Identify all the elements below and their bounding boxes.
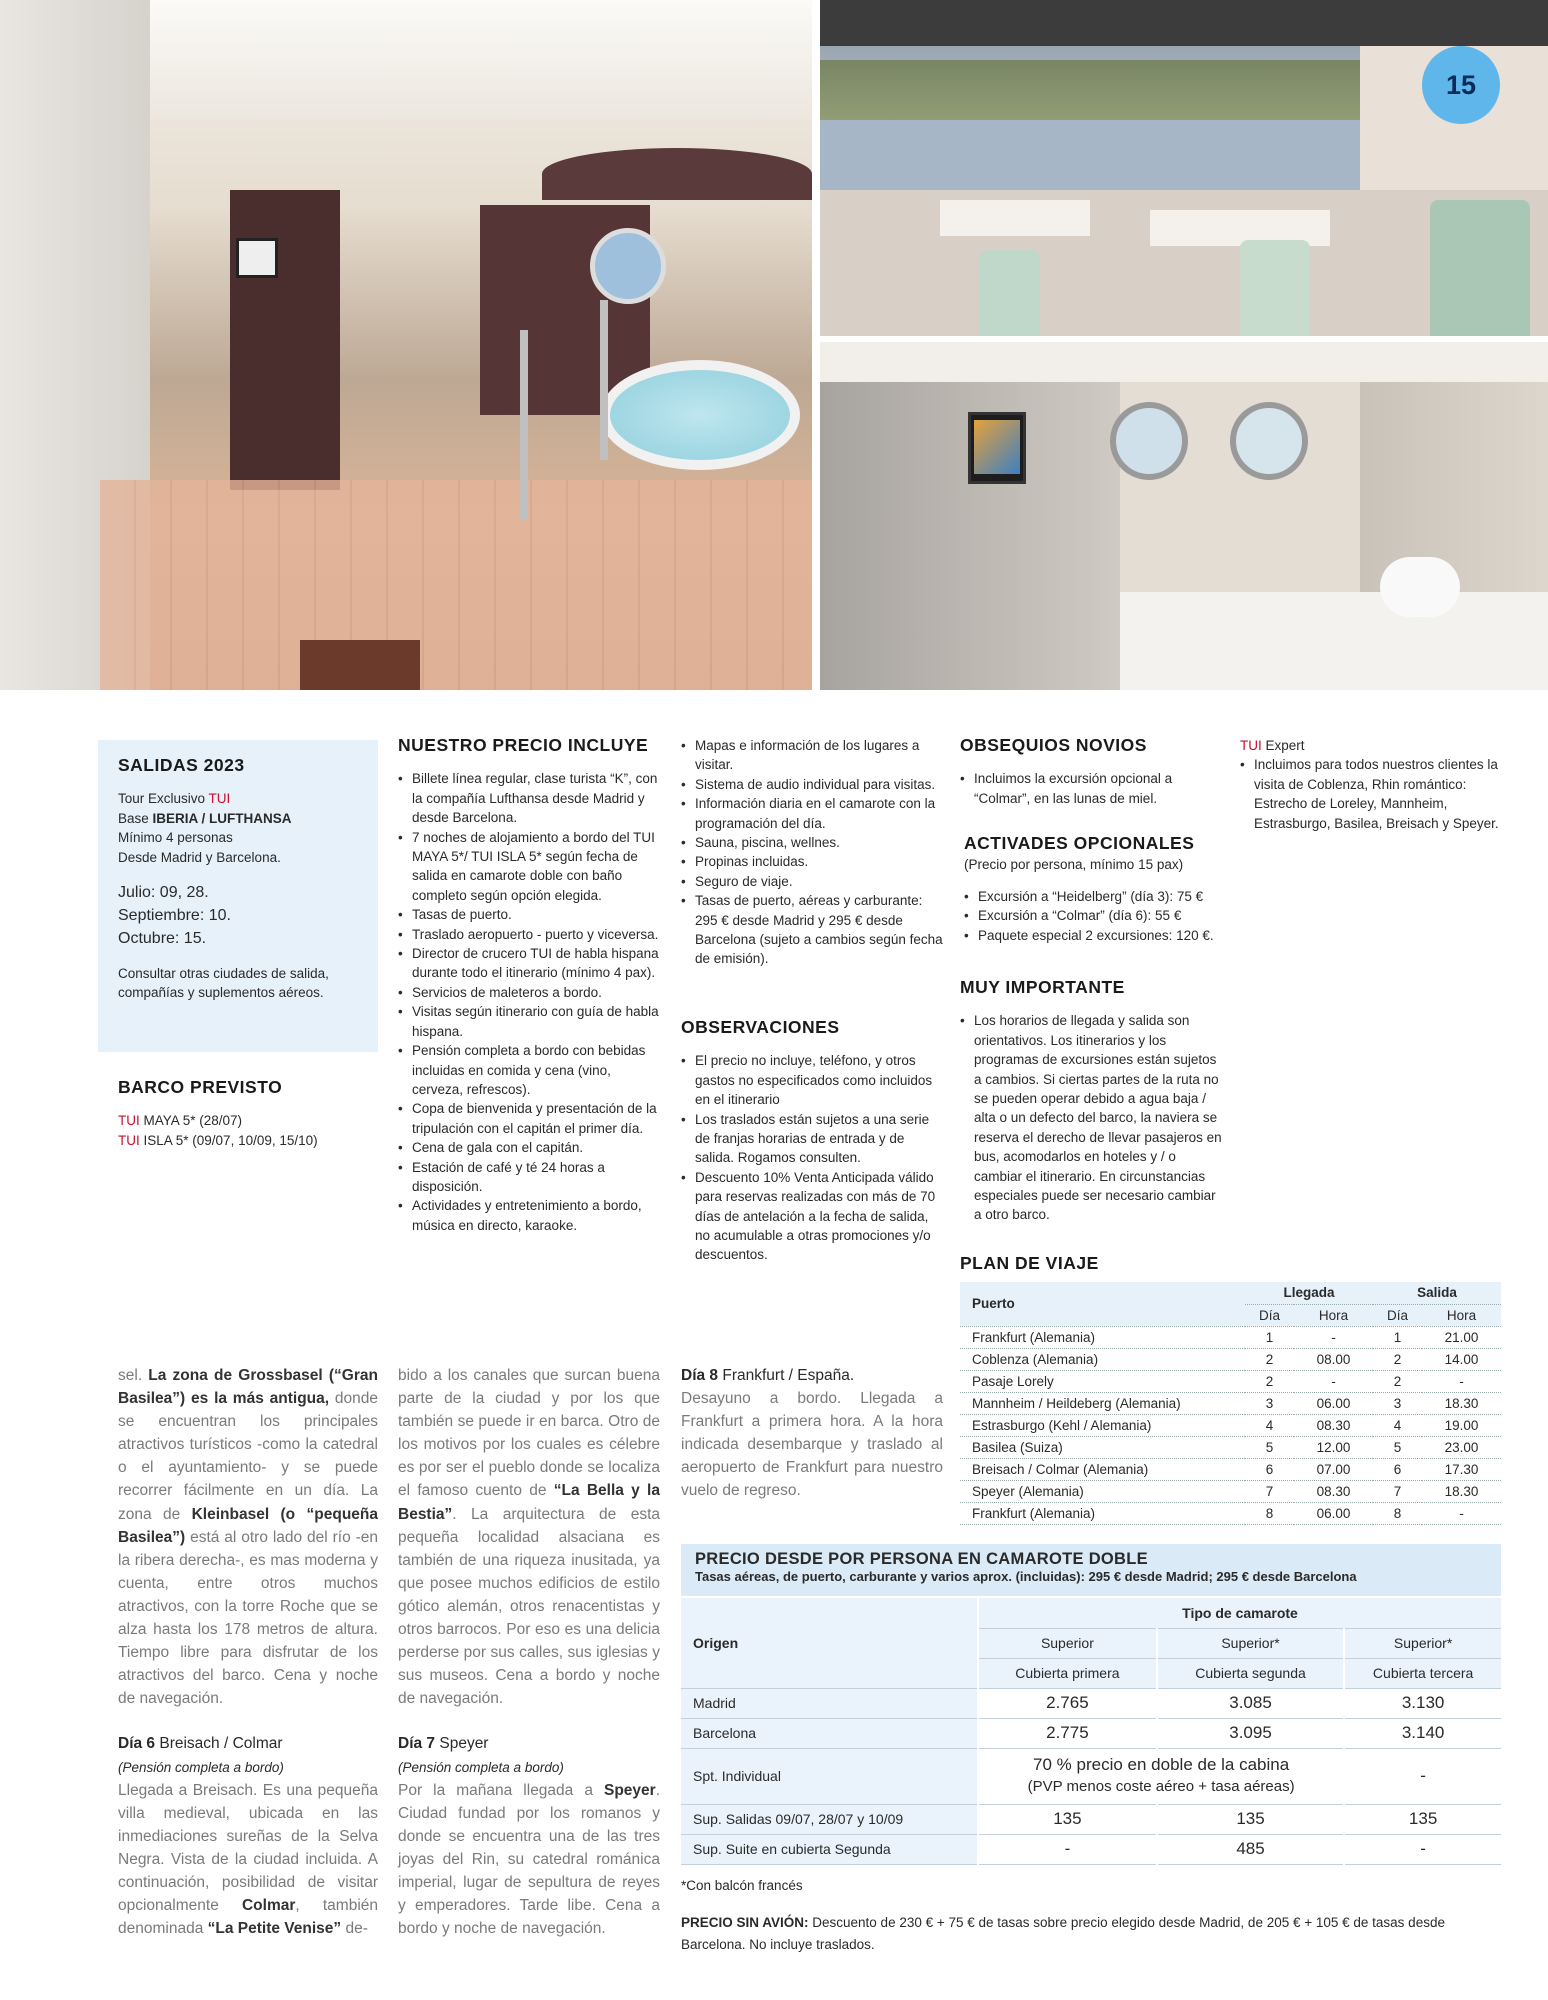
individual-cell: [978, 1748, 1344, 1804]
table-row: [960, 1414, 1501, 1436]
table-row: [960, 1436, 1501, 1458]
text: . Ciudad fundad por los romanos y donde se encuentra una de las tres joyas del Rin, su catedral románica imperial, lugar de sepultura de reyes y emperadores. Tarde libe. Cena a bordo y noche de navegación.: [398, 1781, 660, 1938]
day-place: Speyer: [439, 1735, 489, 1753]
text-strong: Speyer: [603, 1781, 656, 1799]
list-item: • Traslado aeropuerto - puerto y viceversa.: [398, 925, 660, 944]
ship-item: [118, 1131, 378, 1150]
plan-cell-puerto: Mannheim / Heildeberg (Alemania): [960, 1392, 1245, 1414]
list-item: • Actividades y entretenimiento a bordo, música en directo, karaoke.: [398, 1196, 660, 1235]
plan-cell-puerto: Coblenza (Alemania): [960, 1348, 1245, 1370]
basel-paragraph: [118, 1364, 378, 1710]
price-cell: 3.130: [1344, 1688, 1501, 1718]
plan-cell-d1: 2: [1245, 1370, 1294, 1392]
plan-cell-d2: 2: [1373, 1370, 1422, 1392]
brand-tui: TUI: [118, 1113, 140, 1129]
plan-cell-d2: 1: [1373, 1326, 1422, 1348]
plan-cell-h1: 06.00: [1294, 1392, 1373, 1414]
list-item: • Tasas de puerto, aéreas y carburante: 295 € desde Madrid y 295 € desde Barcelona (sujeto a cambios según fecha de emisión).: [681, 891, 943, 969]
tour-prefix: Tour Exclusivo: [118, 791, 209, 807]
list-item: • Incluimos la excursión opcional a “Colmar”, en las lunas de miel.: [960, 769, 1222, 808]
plan-cell-d2: 8: [1373, 1502, 1422, 1524]
table-row: [960, 1458, 1501, 1480]
price-table: [681, 1598, 1501, 1865]
price-cell: 485: [1157, 1834, 1344, 1864]
plan-cell-h1: 07.00: [1294, 1458, 1373, 1480]
plan-cell-d2: 5: [1373, 1436, 1422, 1458]
salidas-note: Consultar otras ciudades de salida, compañías y suplementos aéreos.: [118, 966, 329, 1001]
table-row: [960, 1348, 1501, 1370]
list-item: • Seguro de viaje.: [681, 872, 943, 891]
deck: Cubierta tercera: [1344, 1658, 1501, 1688]
plan-cell-puerto: Estrasburgo (Kehl / Alemania): [960, 1414, 1245, 1436]
date-item: Octubre: 15.: [118, 930, 207, 948]
text: está al otro lado del río -en la ribera derecha-, es mas moderna y cuenta, entre otros muchos atractivos, con la torre Roche que se alza hasta los 178 metros de altura. Tiempo libre para disfrutar de los atractivos del barco. Cena y noche de navegación.: [118, 1528, 378, 1708]
list-item: • Copa de bienvenida y presentación de la tripulación con el capitán el primer día.: [398, 1099, 660, 1138]
list-item: • Estación de café y té 24 horas a disposición.: [398, 1158, 660, 1197]
col-puerto: Puerto: [960, 1282, 1245, 1326]
row-label: Spt. Individual: [681, 1748, 978, 1804]
day7-title: [398, 1732, 660, 1755]
incluye-list-2: [681, 736, 943, 969]
spa-photo: [0, 0, 812, 690]
price-cell: -: [978, 1834, 1157, 1864]
ship-text: ISLA 5* (09/07, 10/09, 15/10): [139, 1132, 318, 1148]
sup-salidas-row: [681, 1804, 1501, 1834]
plan-title-text: PLAN DE VIAJE: [960, 1253, 1099, 1273]
text: Llegada a Breisach. Es una pequeña villa medieval, ubicada en las inmediaciones sureñas de la Selva Negra. Vista de la ciudad incluida. A continuación, posibilidad de visitar opcionalmente: [118, 1781, 378, 1915]
obsequios-section: [960, 736, 1222, 808]
plan-cell-h1: 08.30: [1294, 1414, 1373, 1436]
day8-title: [681, 1364, 943, 1387]
list-item: • Sistema de audio individual para visitas.: [681, 775, 943, 794]
text: , también denominada: [118, 1897, 378, 1938]
list-item: • Director de crucero TUI de habla hispana durante todo el itinerario (mínimo 4 pax).: [398, 944, 660, 983]
plan-table: [960, 1282, 1501, 1525]
list-item: • Tasas de puerto.: [398, 905, 660, 924]
list-item: • Descuento 10% Venta Anticipada válido para reservas realizadas con más de 70 días de antelación a la fecha de salida, no acumulable a otras promociones y/o descuentos.: [681, 1168, 943, 1265]
base-line: [118, 809, 358, 828]
list-item: • Los traslados están sujetos a una serie de franjas horarias de entrada y de salida. Rogamos consulten.: [681, 1110, 943, 1168]
day6-meal: (Pensión completa a bordo): [118, 1759, 284, 1775]
price-cell: 3.085: [1157, 1688, 1344, 1718]
col-dia: Día: [1245, 1304, 1294, 1326]
plan-cell-puerto: Basilea (Suiza): [960, 1436, 1245, 1458]
plan-cell-h1: 08.00: [1294, 1348, 1373, 1370]
plan-cell-h2: 18.30: [1422, 1480, 1501, 1502]
base-airlines: IBERIA / LUFTHANSA: [152, 810, 292, 826]
cabin-type-header: Tipo de camarote: [978, 1598, 1501, 1628]
price-header: [681, 1544, 1501, 1596]
price-subtitle: Tasas aéreas, de puerto, carburante y varios aprox. (incluidas): 295 € desde Madrid; 295 € desde Barcelona: [695, 1569, 1357, 1584]
list-item: • Mapas e información de los lugares a visitar.: [681, 736, 943, 775]
text: bido a los canales que surcan buena parte de la ciudad y por los que también se puede ir en barca. Otro de los motivos por los cuales es célebre es por ser el pueblo donde se localiza el famoso cuento de: [398, 1367, 660, 1500]
plan-cell-h2: 18.30: [1422, 1392, 1501, 1414]
incluye-section-2: [681, 736, 943, 969]
price-row: [681, 1688, 1501, 1718]
incluye-section: [398, 736, 660, 1235]
col-salida: Salida: [1373, 1282, 1501, 1304]
sin-avion-text: Descuento de 230 € + 75 € de tasas sobre precio elegido desde Madrid, de 205 € + 105 € de tasas desde Barcelona. No incluye traslados.: [681, 1915, 1445, 1952]
text: . La arquitectura de esta pequeña localidad alsaciana es también de una riqueza inusitada, ya que posee muchos edificios de estilo gótico alemán, otros renacentistas y otros barrocos. Por eso es una delicia perderse por sus calles, sus iglesias y sus museos. Cena a bordo y noche de navegación.: [398, 1505, 660, 1708]
plan-cell-h1: 06.00: [1294, 1502, 1373, 1524]
actividades-title: ACTIVADES OPCIONALES: [964, 833, 1195, 853]
plan-cell-h1: 12.00: [1294, 1436, 1373, 1458]
plan-cell-puerto: Frankfurt (Alemania): [960, 1326, 1245, 1348]
plan-cell-d1: 6: [1245, 1458, 1294, 1480]
observaciones-title: OBSERVACIONES: [681, 1017, 840, 1037]
row-label: Sup. Suite en cubierta Segunda: [681, 1834, 978, 1864]
day6-paragraph: [118, 1779, 378, 1941]
plan-cell-h2: 23.00: [1422, 1436, 1501, 1458]
brand-tui: TUI: [1240, 738, 1262, 753]
plan-cell-d2: 7: [1373, 1480, 1422, 1502]
tour-line: [118, 789, 358, 808]
text-strong: La zona de Grossbasel (“Gran Basilea”) es la más antigua,: [118, 1367, 378, 1408]
cabin-type: Superior: [978, 1628, 1157, 1658]
price-cell: 135: [1344, 1804, 1501, 1834]
day6-title: [118, 1732, 378, 1755]
list-item: • Paquete especial 2 excursiones: 120 €.: [964, 926, 1226, 945]
text-strong: “La Bella y la Bestia”: [398, 1482, 660, 1523]
observaciones-section: [681, 1018, 943, 1265]
price-cell: -: [1344, 1834, 1501, 1864]
list-item: • Sauna, piscina, wellnes.: [681, 833, 943, 852]
list-item: • Pensión completa a bordo con bebidas incluidas en comida y cena (vino, cerveza, refrescos).: [398, 1041, 660, 1099]
col-dia: Día: [1373, 1304, 1422, 1326]
day-label: Día 8: [681, 1367, 723, 1384]
importante-section: [960, 978, 1222, 1225]
price-cell: 2.765: [978, 1688, 1157, 1718]
list-item: • Propinas incluidas.: [681, 852, 943, 871]
list-item: • Incluimos para todos nuestros clientes la visita de Coblenza, Rhin romántico: Estrecho de Loreley, Mannheim, Estrasburgo, Basilea, Breisach y Speyer.: [1240, 755, 1502, 833]
list-item: • Cena de gala con el capitán.: [398, 1138, 660, 1157]
cabin-photo: [820, 342, 1548, 690]
sin-avion-label: PRECIO SIN AVIÓN:: [681, 1915, 809, 1930]
col-llegada: Llegada: [1245, 1282, 1373, 1304]
list-item: • Información diaria en el camarote con la programación del día.: [681, 794, 943, 833]
plan-cell-d1: 5: [1245, 1436, 1294, 1458]
cabin-type: Superior*: [1157, 1628, 1344, 1658]
obsequios-list: [960, 769, 1222, 808]
individual-text: 70 % precio en doble de la cabina: [1033, 1755, 1290, 1774]
expert-title-text: Expert: [1261, 738, 1305, 753]
plan-cell-puerto: Speyer (Alemania): [960, 1480, 1245, 1502]
day7-paragraph: [398, 1779, 660, 1941]
table-row: [960, 1480, 1501, 1502]
list-item: • Servicios de maleteros a bordo.: [398, 983, 660, 1002]
incluye-list: [398, 769, 660, 1235]
sin-avion-note: [681, 1912, 1511, 1956]
barco-section: [118, 1078, 378, 1150]
text-strong: Kleinbasel (o “pequeña Basilea”): [118, 1505, 378, 1546]
balcon-note: *Con balcón francés: [681, 1878, 803, 1893]
price-title: PRECIO DESDE POR PERSONA EN CAMAROTE DOBLE: [695, 1550, 1148, 1568]
day-label: Día 6: [118, 1735, 160, 1753]
individual-row: [681, 1748, 1501, 1804]
plan-cell-puerto: Frankfurt (Alemania): [960, 1502, 1245, 1524]
plan-body: [960, 1326, 1501, 1524]
barco-title: BARCO PREVISTO: [118, 1077, 283, 1097]
text: de-: [341, 1920, 368, 1938]
row-label: Sup. Salidas 09/07, 28/07 y 10/09: [681, 1804, 978, 1834]
price-row: [681, 1718, 1501, 1748]
itinerary-col3: [681, 1364, 943, 1503]
price-cell: 2.775: [978, 1718, 1157, 1748]
sup-suite-row: [681, 1834, 1501, 1864]
plan-cell-h2: -: [1422, 1370, 1501, 1392]
min-people: Mínimo 4 personas: [118, 830, 233, 846]
restaurant-photo: [820, 0, 1548, 336]
plan-cell-d2: 3: [1373, 1392, 1422, 1414]
plan-cell-d1: 2: [1245, 1348, 1294, 1370]
base-prefix: Base: [118, 810, 153, 826]
day8-paragraph: Desayuno a bordo. Llegada a Frankfurt a primera hora. A la hora indicada desembarque y traslado al aeropuerto de Frankfurt para nuestro vuelo de regreso.: [681, 1390, 943, 1500]
day-place: Breisach / Colmar: [159, 1735, 283, 1753]
list-item: • 7 noches de alojamiento a bordo del TUI MAYA 5*/ TUI ISLA 5* según fecha de salida en camarote doble con baño completo según opción elegida.: [398, 828, 660, 906]
brand-tui: TUI: [118, 1132, 140, 1148]
list-item: • Visitas según itinerario con guía de habla hispana.: [398, 1002, 660, 1041]
observaciones-list: [681, 1051, 943, 1264]
dates-list: [118, 881, 358, 950]
list-item: • Excursión a “Heidelberg” (día 3): 75 €: [964, 887, 1226, 906]
date-item: Julio: 09, 28.: [118, 884, 209, 902]
text-strong: Colmar: [241, 1897, 296, 1915]
plan-cell-d1: 1: [1245, 1326, 1294, 1348]
actividades-subtitle: (Precio por persona, mínimo 15 pax): [964, 857, 1184, 873]
plan-cell-d1: 3: [1245, 1392, 1294, 1414]
expert-title: [1240, 736, 1502, 755]
price-cell: 135: [1157, 1804, 1344, 1834]
ship-text: MAYA 5* (28/07): [139, 1113, 243, 1129]
plan-cell-h2: -: [1422, 1502, 1501, 1524]
price-cell: 3.095: [1157, 1718, 1344, 1748]
origin-header: Origen: [681, 1598, 978, 1688]
row-label: Madrid: [681, 1688, 978, 1718]
page-number: 15: [1422, 46, 1500, 124]
text: Por la mañana llegada a: [398, 1781, 604, 1799]
salidas-title: SALIDAS 2023: [118, 755, 245, 775]
colmar-paragraph: [398, 1364, 660, 1710]
deck: Cubierta segunda: [1157, 1658, 1344, 1688]
actividades-section: [964, 834, 1226, 945]
list-item: • El precio no incluye, teléfono, y otros gastos no especificados como incluidos en el itinerario: [681, 1051, 943, 1109]
brand-tui: TUI: [208, 791, 231, 807]
expert-section: [1240, 736, 1502, 833]
individual-sub: (PVP menos coste aéreo + tasa aéreas): [1027, 1778, 1295, 1795]
plan-cell-h1: -: [1294, 1326, 1373, 1348]
incluye-title: NUESTRO PRECIO INCLUYE: [398, 735, 649, 755]
plan-cell-h1: 08.30: [1294, 1480, 1373, 1502]
plan-cell-d1: 7: [1245, 1480, 1294, 1502]
text: donde se encuentran los principales atractivos turísticos -como la catedral o el ayuntamiento- y se puede recorrer fácilmente en un día. La zona de: [118, 1390, 378, 1523]
list-item: • Los horarios de llegada y salida son orientativos. Los itinerarios y los programas de excursiones están sujetos a cambios. Si ciertas partes de la ruta no se pueden operar debido a agua baja / alta o un defecto del barco, la naviera se reserva el derecho de llevar pasajeros en bus, acomodarlos en hoteles y / o cambiar el itinerario. En circunstancias especiales puede ser necesario cambiar a otro barco.: [960, 1011, 1222, 1224]
ship-item: [118, 1111, 378, 1130]
plan-cell-puerto: Breisach / Colmar (Alemania): [960, 1458, 1245, 1480]
date-item: Septiembre: 10.: [118, 907, 231, 925]
plan-cell-h2: 19.00: [1422, 1414, 1501, 1436]
table-row: [960, 1502, 1501, 1524]
itinerary-col1: [118, 1364, 378, 1940]
table-row: [960, 1392, 1501, 1414]
plan-cell-h2: 14.00: [1422, 1348, 1501, 1370]
origin: Desde Madrid y Barcelona.: [118, 849, 281, 865]
price-cell: 135: [978, 1804, 1157, 1834]
plan-cell-h2: 21.00: [1422, 1326, 1501, 1348]
text-strong: “La Petite Venise”: [207, 1920, 342, 1938]
col-hora: Hora: [1422, 1304, 1501, 1326]
deck: Cubierta primera: [978, 1658, 1157, 1688]
plan-cell-d2: 6: [1373, 1458, 1422, 1480]
plan-cell-d1: 4: [1245, 1414, 1294, 1436]
plan-cell-d2: 4: [1373, 1414, 1422, 1436]
importante-list: [960, 1011, 1222, 1224]
importante-title: MUY IMPORTANTE: [960, 977, 1125, 997]
price-cell: 3.140: [1344, 1718, 1501, 1748]
expert-list: [1240, 755, 1502, 833]
actividades-list: [964, 887, 1226, 945]
plan-cell-h2: 17.30: [1422, 1458, 1501, 1480]
itinerary-col2: [398, 1364, 660, 1940]
day7-meal: (Pensión completa a bordo): [398, 1759, 564, 1775]
obsequios-title: OBSEQUIOS NOVIOS: [960, 735, 1147, 755]
plan-cell-d1: 8: [1245, 1502, 1294, 1524]
day-label: Día 7: [398, 1735, 440, 1753]
table-row: [960, 1326, 1501, 1348]
list-item: • Excursión a “Colmar” (día 6): 55 €: [964, 906, 1226, 925]
list-item: • Billete línea regular, clase turista “K”, con la compañía Lufthansa desde Madrid y desde Barcelona.: [398, 769, 660, 827]
day-place: Frankfurt / España.: [722, 1367, 855, 1384]
cabin-type: Superior*: [1344, 1628, 1501, 1658]
plan-cell-d2: 2: [1373, 1348, 1422, 1370]
plan-cell-puerto: Pasaje Lorely: [960, 1370, 1245, 1392]
price-cell: -: [1344, 1748, 1501, 1804]
col-hora: Hora: [1294, 1304, 1373, 1326]
table-row: [960, 1370, 1501, 1392]
plan-cell-h1: -: [1294, 1370, 1373, 1392]
salidas-box: [98, 740, 378, 1052]
row-label: Barcelona: [681, 1718, 978, 1748]
text: sel.: [118, 1367, 149, 1384]
